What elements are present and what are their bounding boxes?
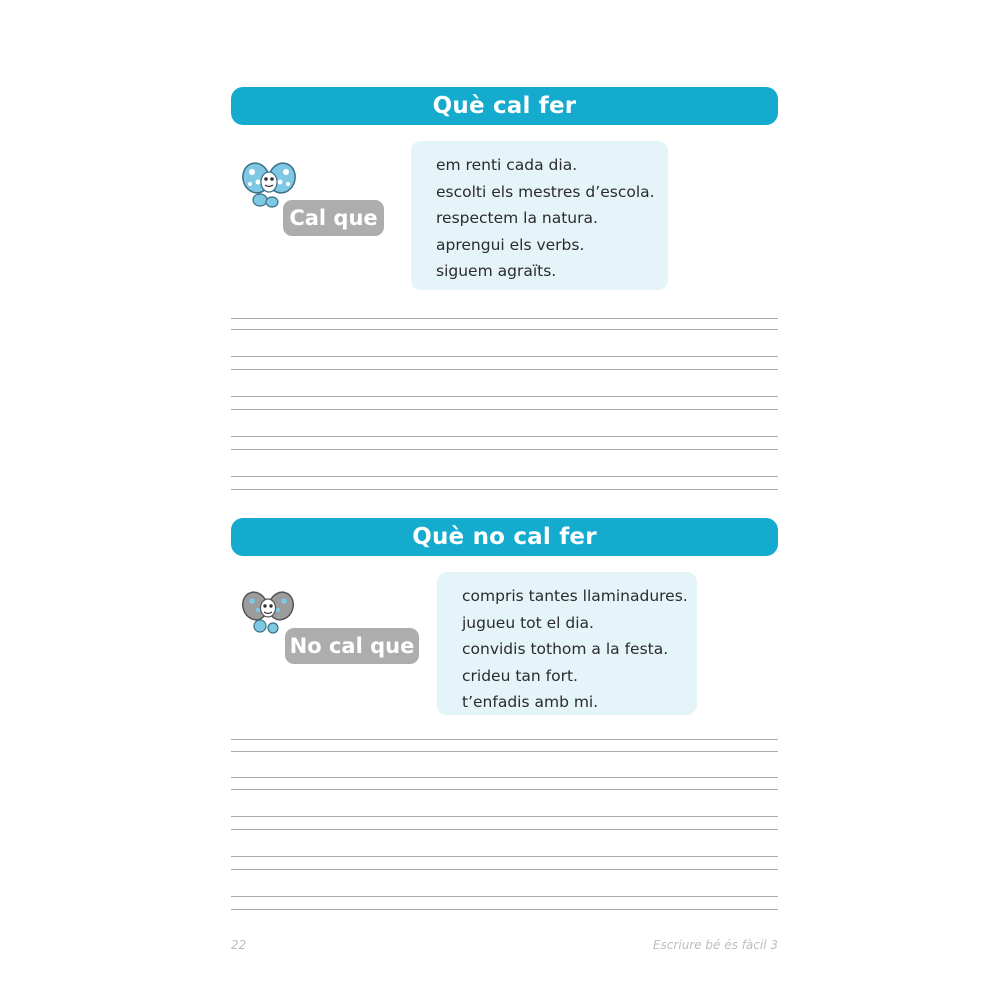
writing-line (231, 789, 778, 790)
writing-line (231, 869, 778, 870)
section-title: Què cal fer (432, 93, 577, 119)
writing-line (231, 409, 778, 410)
writing-line (231, 856, 778, 857)
book-title: Escriure bé és fàcil 3 (653, 938, 778, 952)
writing-line (231, 436, 778, 437)
writing-lines (231, 739, 778, 914)
writing-line (231, 816, 778, 817)
phrase-line: escolti els mestres d’escola. (436, 182, 655, 201)
writing-line (231, 777, 778, 778)
writing-line (231, 909, 778, 910)
writing-line (231, 449, 778, 450)
section-title-banner (231, 87, 778, 125)
phrase-box (437, 572, 697, 715)
writing-line (231, 396, 778, 397)
phrase-line: siguem agraïts. (436, 262, 557, 280)
section-title: Què no cal fer (412, 524, 597, 550)
phrase-box (411, 141, 668, 290)
phrase-line: compris tantes llaminadures. (462, 587, 688, 605)
section-title-banner (231, 518, 778, 556)
writing-line (231, 329, 778, 330)
phrase-line: aprengui els verbs. (436, 235, 585, 254)
cal-que-label-text: Cal que (289, 206, 378, 230)
writing-line (231, 896, 778, 897)
cal-que-label (283, 200, 384, 236)
writing-line (231, 751, 778, 752)
no-cal-que-label-text: No cal que (289, 634, 415, 658)
writing-lines (231, 318, 778, 493)
phrase-line: t’enfadis amb mi. (462, 693, 599, 711)
no-cal-que-label (285, 628, 419, 664)
writing-line (231, 318, 778, 319)
writing-line (231, 356, 778, 357)
writing-line (231, 489, 778, 490)
phrase-line: crideu tan fort. (462, 666, 578, 685)
writing-line (231, 829, 778, 830)
page-number: 22 (231, 938, 247, 952)
phrase-line: jugueu tot el dia. (462, 613, 594, 632)
phrase-line: em renti cada dia. (436, 156, 578, 174)
writing-line (231, 476, 778, 477)
writing-line (231, 369, 778, 370)
phrase-line: convidis tothom a la festa. (462, 640, 669, 658)
phrase-line: respectem la natura. (436, 209, 598, 227)
writing-line (231, 739, 778, 740)
